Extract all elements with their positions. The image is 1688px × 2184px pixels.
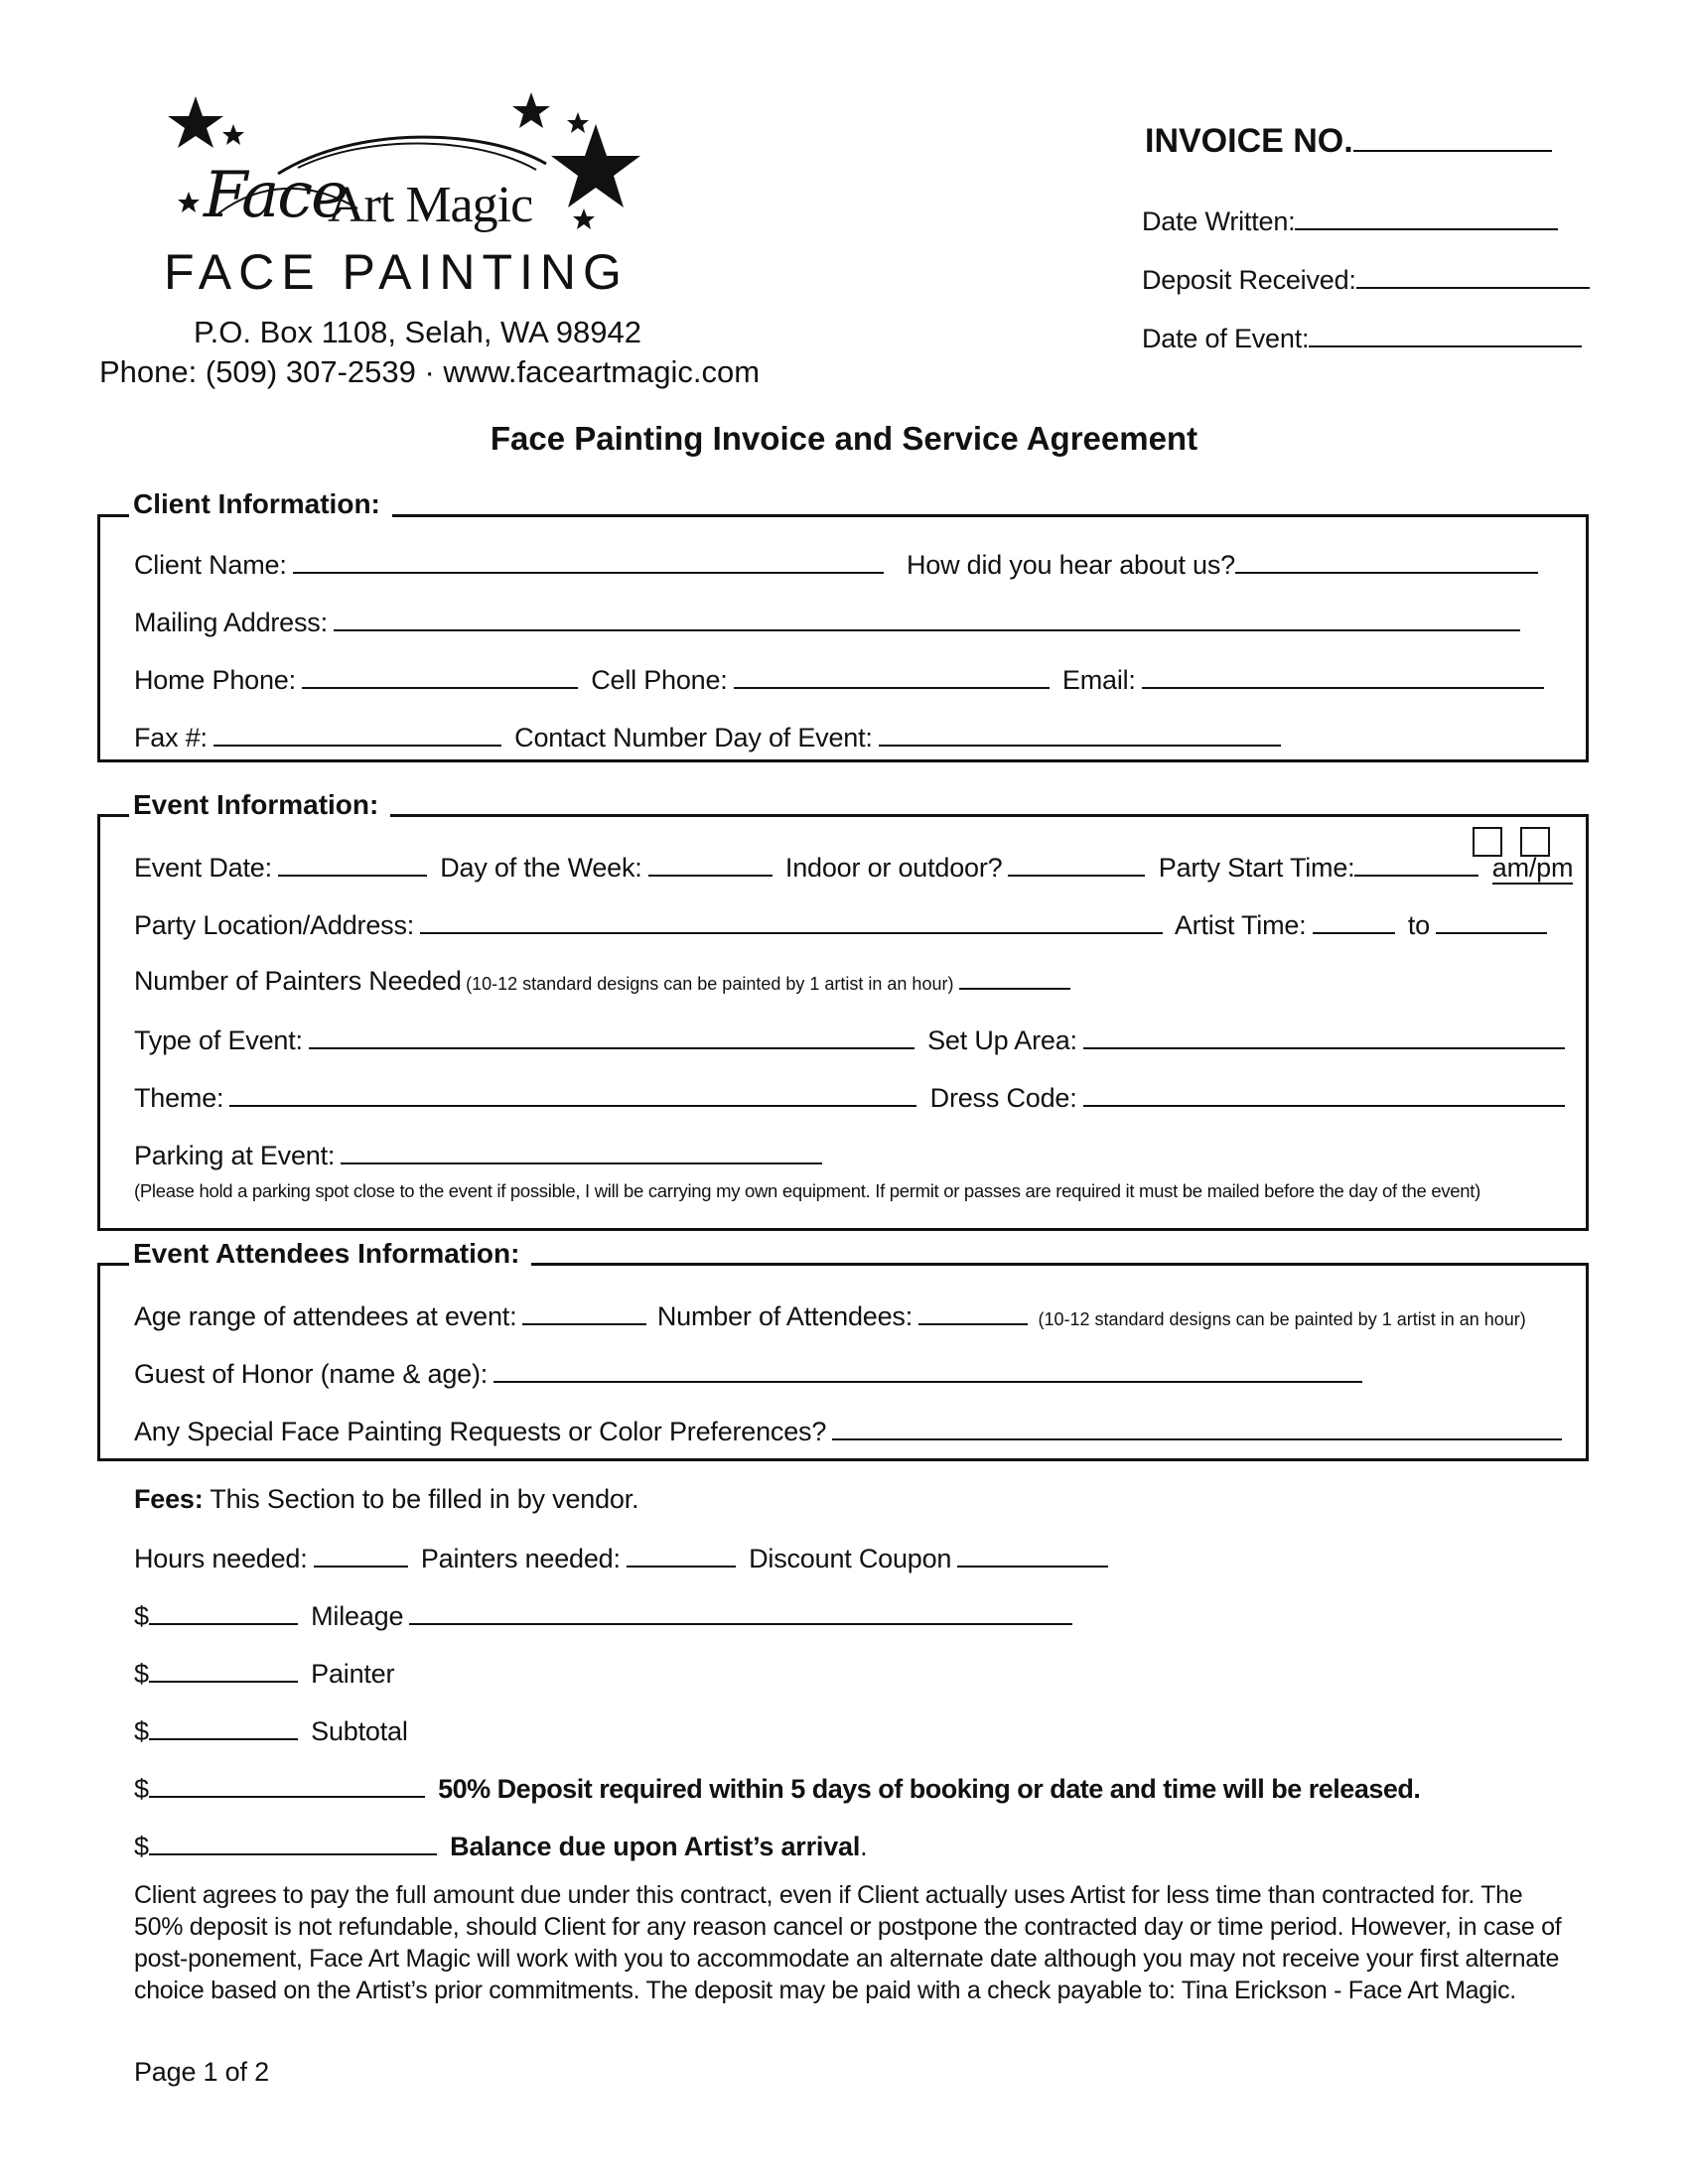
balance-period: . [860, 1832, 868, 1861]
age-range-label: Age range of attendees at event: [134, 1301, 517, 1331]
subtotal-label: Subtotal [311, 1716, 408, 1746]
painter-amount-field[interactable] [149, 1655, 298, 1683]
party-start-label: Party Start Time: [1158, 853, 1355, 883]
attendees-row-3 [134, 1413, 1568, 1448]
deposit-received-label: Deposit Received: [1142, 265, 1356, 295]
attendees-row-1 [134, 1297, 1526, 1338]
mileage-label: Mileage [311, 1601, 404, 1631]
fees-row-deposit [134, 1770, 1420, 1806]
parking-field[interactable] [341, 1137, 822, 1164]
fax-field[interactable] [213, 719, 501, 747]
balance-text: Balance due upon Artist’s arrival [450, 1832, 861, 1861]
day-of-week-label: Day of the Week: [440, 853, 642, 883]
deposit-received [1142, 261, 1596, 297]
event-row-1 [134, 849, 1573, 885]
date-written-label: Date Written: [1142, 206, 1296, 236]
date-of-event-field[interactable] [1309, 320, 1582, 347]
company-address: P.O. Box 1108, Selah, WA 98942 [194, 315, 641, 349]
indoor-outdoor-label: Indoor or outdoor? [784, 853, 1003, 883]
client-row-1 [134, 546, 1544, 582]
hours-needed-label: Hours needed: [134, 1544, 308, 1573]
event-row-4 [134, 1022, 1571, 1057]
mileage-amount-field[interactable] [149, 1597, 298, 1625]
client-info-heading: Client Information: [129, 488, 392, 520]
artist-time-start-field[interactable] [1313, 906, 1395, 934]
set-up-area-field[interactable] [1083, 1022, 1565, 1049]
client-row-4 [134, 719, 1287, 754]
subtotal-amount-field[interactable] [149, 1712, 298, 1740]
home-phone-label: Home Phone: [134, 665, 296, 695]
home-phone-field[interactable] [302, 661, 578, 689]
attendees-note: (10-12 standard designs can be painted by 1 artist in an hour) [1038, 1309, 1526, 1329]
date-of-event [1142, 320, 1588, 355]
page-title: Face Painting Invoice and Service Agreement [490, 420, 1198, 457]
parking-note: (Please hold a parking spot close to the event if possible, I will be carrying my own equipment. If permit or passes are required it must be mailed before the day of the event) [134, 1180, 1480, 1201]
painter-label: Painter [311, 1659, 395, 1689]
invoice-number [1145, 124, 1558, 158]
contact-day-field[interactable] [879, 719, 1281, 747]
contact-day-label: Contact Number Day of Event: [514, 723, 873, 752]
subtotal-dollar: $ [134, 1716, 149, 1746]
discount-field[interactable] [957, 1540, 1108, 1568]
client-row-3 [134, 661, 1550, 697]
agreement-text: Client agrees to pay the full amount due under this contract, even if Client actually uses Artist for less time than contracted for. The 50% deposit is not refundable, should Client for any reason cancel or postpone the contracted day or time period. However, in case of post-ponement, Face Art Magic will work with you to accommodate an alternate date although you may not receive your first alternate choice based on the Artist’s prior commitments. The deposit may be paid with a check payable to: Tina Erickson - Face Art Magic. [134, 1881, 1562, 2004]
artist-time-end-field[interactable] [1436, 906, 1547, 934]
fees-row-1 [134, 1540, 1114, 1575]
fees-painters-field[interactable] [627, 1540, 736, 1568]
page-number: Page 1 of 2 [134, 2057, 269, 2087]
type-of-event-label: Type of Event: [134, 1025, 303, 1055]
artist-time-label: Artist Time: [1174, 910, 1307, 940]
client-row-2 [134, 604, 1526, 639]
party-location-field[interactable] [420, 906, 1163, 934]
client-name-label: Client Name: [134, 550, 287, 580]
event-info-heading: Event Information: [129, 789, 390, 821]
logo-script-art-magic: Art Magic [328, 177, 533, 233]
special-requests-field[interactable] [832, 1413, 1562, 1440]
theme-field[interactable] [229, 1079, 916, 1107]
mileage-dollar: $ [134, 1601, 149, 1631]
invoice-number-label: INVOICE NO. [1145, 122, 1353, 160]
discount-label: Discount Coupon [749, 1544, 952, 1573]
how-hear-label: How did you hear about us? [906, 550, 1235, 580]
deposit-amount-field[interactable] [149, 1770, 425, 1798]
theme-label: Theme: [134, 1083, 224, 1113]
date-written [1142, 203, 1564, 238]
fax-label: Fax #: [134, 723, 208, 752]
ampm-label: am/pm [1491, 853, 1574, 883]
indoor-outdoor-field[interactable] [1008, 849, 1145, 877]
set-up-area-label: Set Up Area: [927, 1025, 1077, 1055]
num-attendees-label: Number of Attendees: [656, 1301, 913, 1331]
guest-of-honor-label: Guest of Honor (name & age): [134, 1359, 489, 1389]
age-range-field[interactable] [522, 1297, 646, 1325]
email-label: Email: [1061, 665, 1136, 695]
mileage-field[interactable] [409, 1597, 1072, 1625]
logo-subtitle: FACE PAINTING [164, 244, 629, 300]
event-date-field[interactable] [278, 849, 427, 877]
event-row-3 [134, 964, 1076, 1003]
painter-dollar: $ [134, 1659, 149, 1689]
dress-code-field[interactable] [1083, 1079, 1565, 1107]
email-field[interactable] [1142, 661, 1544, 689]
deposit-text: 50% Deposit required within 5 days of booking or date and time will be released. [438, 1774, 1421, 1804]
event-row-6 [134, 1137, 828, 1172]
painters-note: (10-12 standard designs can be painted by 1 artist in an hour) [466, 974, 954, 994]
company-contact: Phone: (509) 307-2539 · www.faceartmagic.com [99, 354, 761, 389]
logo [159, 84, 655, 303]
special-requests-label: Any Special Face Painting Requests or Color Preferences? [134, 1417, 827, 1446]
event-row-5 [134, 1079, 1571, 1115]
event-date-label: Event Date: [134, 853, 272, 883]
cell-phone-field[interactable] [734, 661, 1050, 689]
invoice-number-field[interactable] [1353, 124, 1552, 152]
fees-row-mileage [134, 1597, 1078, 1633]
guest-of-honor-field[interactable] [493, 1355, 1362, 1383]
fees-title: Fees: [134, 1484, 204, 1514]
balance-dollar: $ [134, 1832, 149, 1861]
balance-amount-field[interactable] [149, 1828, 437, 1855]
fees-row-painter [134, 1655, 394, 1691]
mailing-address-label: Mailing Address: [134, 608, 328, 637]
client-name-field[interactable] [293, 546, 884, 574]
date-of-event-label: Date of Event: [1142, 324, 1310, 353]
date-written-field[interactable] [1295, 203, 1558, 230]
artist-time-to-label: to [1407, 910, 1430, 940]
party-location-label: Party Location/Address: [134, 910, 415, 940]
fees-row-balance [134, 1828, 867, 1863]
party-start-field[interactable] [1354, 849, 1478, 877]
logo-script-face: Face [204, 159, 347, 232]
painters-needed-label: Number of Painters Needed [134, 966, 462, 996]
dress-code-label: Dress Code: [929, 1083, 1077, 1113]
day-of-week-field[interactable] [648, 849, 773, 877]
painters-needed-field[interactable] [959, 970, 1070, 990]
how-hear-field[interactable] [1235, 546, 1538, 574]
mailing-address-field[interactable] [334, 604, 1520, 631]
fees-heading [134, 1482, 638, 1516]
fees-painters-label: Painters needed: [420, 1544, 621, 1573]
type-of-event-field[interactable] [309, 1022, 914, 1049]
event-row-2 [134, 906, 1553, 942]
deposit-received-field[interactable] [1356, 261, 1590, 289]
deposit-dollar: $ [134, 1774, 149, 1804]
fees-row-subtotal [134, 1712, 408, 1748]
hours-needed-field[interactable] [314, 1540, 408, 1568]
cell-phone-label: Cell Phone: [591, 665, 728, 695]
attendees-row-2 [134, 1355, 1368, 1391]
num-attendees-field[interactable] [918, 1297, 1028, 1325]
fees-note: This Section to be filled in by vendor. [210, 1484, 639, 1514]
attendees-heading: Event Attendees Information: [129, 1238, 531, 1270]
parking-label: Parking at Event: [134, 1141, 336, 1170]
